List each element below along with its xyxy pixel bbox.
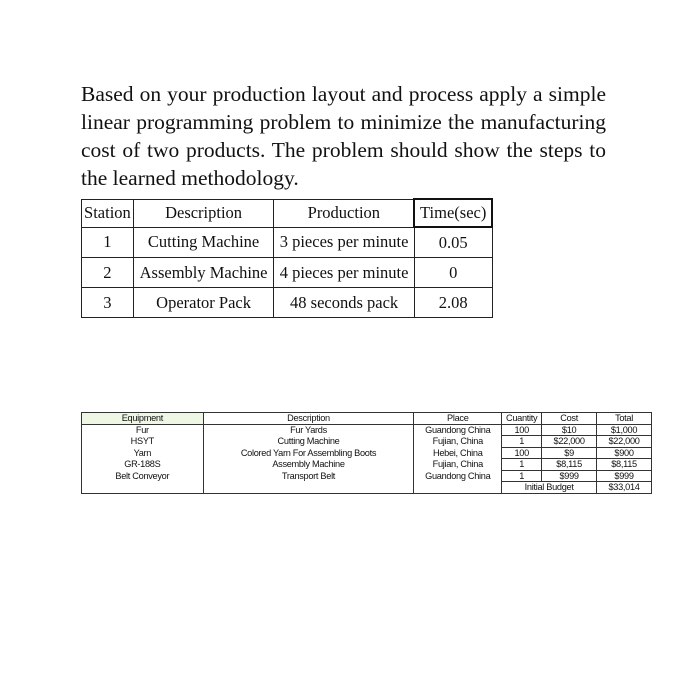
cost-cell: $999	[542, 470, 597, 482]
total-cell: $8,115	[597, 459, 652, 471]
description-cell: Transport Belt	[203, 470, 414, 482]
equipment-cell: GR-188S	[82, 459, 204, 471]
header-cost: Cost	[542, 413, 597, 425]
cost-cell: $8,115	[542, 459, 597, 471]
quantity-cell: 1	[502, 459, 542, 471]
total-cell: $22,000	[597, 436, 652, 448]
header-station: Station	[82, 199, 134, 227]
description-cell: Operator Pack	[133, 288, 274, 318]
initial-budget-total: $33,014	[597, 482, 652, 494]
stations-header-row	[82, 199, 493, 227]
problem-statement: Based on your production layout and process apply a simple linear programming problem to minimize the manufacturing cost of two products. The problem should show the steps to the learned methodology.	[81, 82, 606, 190]
description-cell: Colored Yarn For Assembling Boots	[203, 447, 414, 459]
total-cell: $900	[597, 447, 652, 459]
total-cell: $1,000	[597, 424, 652, 436]
place-cell: Fujian, China	[414, 436, 502, 448]
table-row	[82, 447, 652, 459]
cost-cell: $10	[542, 424, 597, 436]
header-time: Time(sec)	[414, 199, 492, 227]
budget-row	[82, 482, 652, 494]
table-row	[82, 459, 652, 471]
quantity-cell: 1	[502, 436, 542, 448]
empty-cell	[82, 482, 204, 494]
time-cell: 2.08	[414, 288, 492, 318]
header-description: Description	[133, 199, 274, 227]
place-cell: Guandong China	[414, 424, 502, 436]
equipment-cell: Fur	[82, 424, 204, 436]
production-cell: 3 pieces per minute	[274, 227, 415, 258]
header-quantity: Cuantity	[502, 413, 542, 425]
header-description: Description	[203, 413, 414, 425]
equipment-cell: Yarn	[82, 447, 204, 459]
empty-cell	[414, 482, 502, 494]
stations-table	[81, 198, 493, 318]
description-cell: Assembly Machine	[133, 258, 274, 288]
station-cell: 2	[82, 258, 134, 288]
header-production: Production	[274, 199, 415, 227]
quantity-cell: 100	[502, 424, 542, 436]
place-cell: Fujian, China	[414, 459, 502, 471]
header-equipment: Equipment	[82, 413, 204, 425]
table-row	[82, 227, 493, 258]
equipment-header-row	[82, 413, 652, 425]
equipment-cell: Belt Conveyor	[82, 470, 204, 482]
equipment-cell: HSYT	[82, 436, 204, 448]
station-cell: 1	[82, 227, 134, 258]
description-cell: Cutting Machine	[203, 436, 414, 448]
cost-cell: $22,000	[542, 436, 597, 448]
description-cell: Fur Yards	[203, 424, 414, 436]
place-cell: Hebei, China	[414, 447, 502, 459]
table-row	[82, 470, 652, 482]
quantity-cell: 1	[502, 470, 542, 482]
quantity-cell: 100	[502, 447, 542, 459]
time-cell: 0	[414, 258, 492, 288]
place-cell: Guandong China	[414, 470, 502, 482]
table-row	[82, 424, 652, 436]
header-place: Place	[414, 413, 502, 425]
empty-cell	[203, 482, 414, 494]
production-cell: 4 pieces per minute	[274, 258, 415, 288]
table-row	[82, 288, 493, 318]
production-cell: 48 seconds pack	[274, 288, 415, 318]
table-row	[82, 436, 652, 448]
description-cell: Cutting Machine	[133, 227, 274, 258]
table-row	[82, 258, 493, 288]
header-total: Total	[597, 413, 652, 425]
cost-cell: $9	[542, 447, 597, 459]
description-cell: Assembly Machine	[203, 459, 414, 471]
station-cell: 3	[82, 288, 134, 318]
initial-budget-label: Initial Budget	[502, 482, 597, 494]
total-cell: $999	[597, 470, 652, 482]
time-cell: 0.05	[414, 227, 492, 258]
equipment-table	[81, 412, 652, 494]
